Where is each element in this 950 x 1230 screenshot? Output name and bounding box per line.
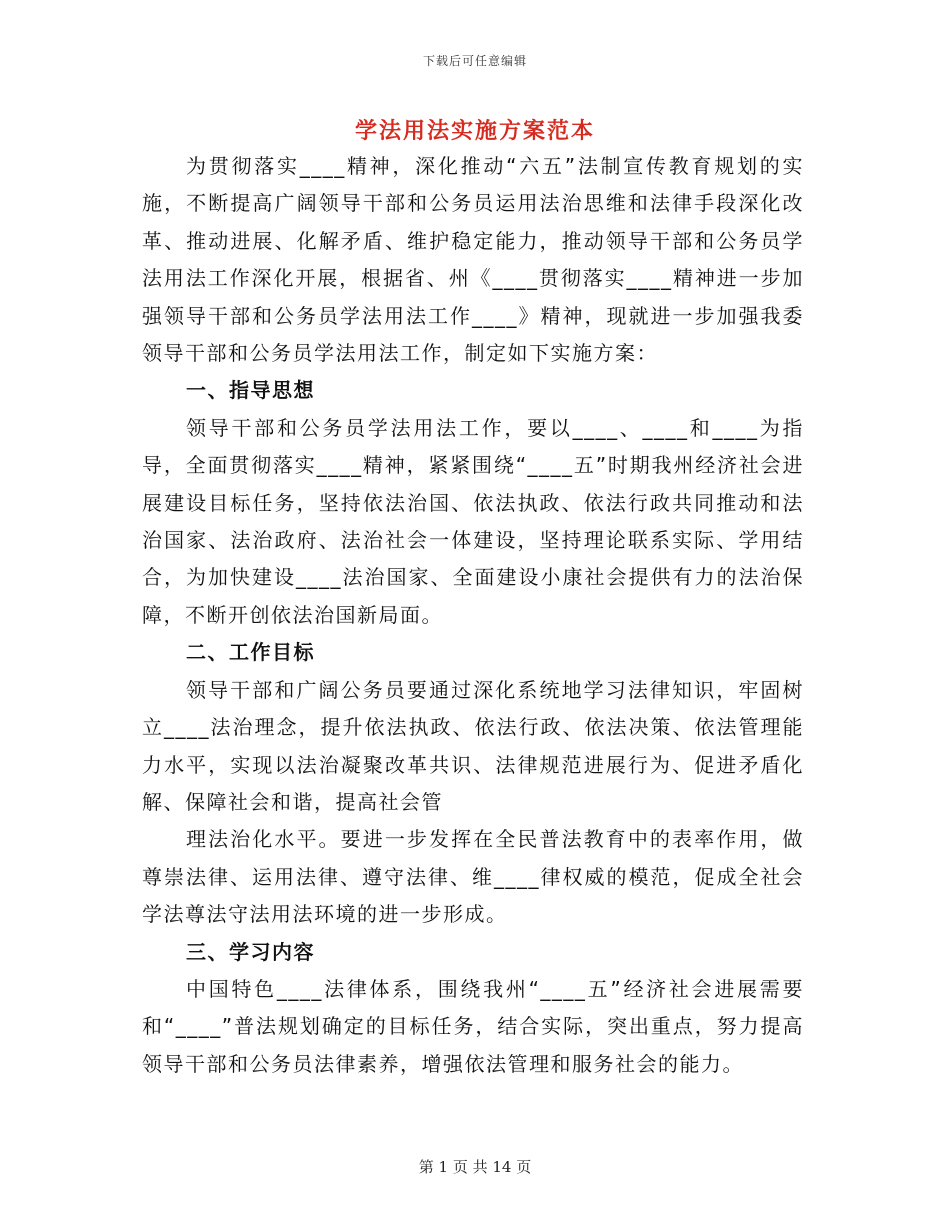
document-title: 学法用法实施方案范本 — [354, 119, 595, 144]
study-content-paragraph: 中国特色____法律体系，围绕我州“____五”经济社会进展需要和“____”普法规划确定的目标任务，结合实际，突出重点，努力提高领导干部和公务员法律素养，增强依法管理和服务社会的能力。 — [142, 976, 804, 1076]
section-heading-study-content: 三、学习内容 — [186, 939, 315, 964]
section-heading-work-goals: 二、工作目标 — [186, 640, 315, 665]
page-footer: 第 1 页 共 14 页 — [418, 1158, 532, 1176]
document-body — [142, 148, 804, 1083]
work-goals-paragraph: 领导干部和广阔公务员要通过深化系统地学习法律知识，牢固树立____法治理念，提升依法执政、依法行政、依法决策、依法管理能力水平，实现以法治凝聚改革共识、法律规范进展行为、促进矛盾化解、保障社会和谐，提高社会管 — [142, 677, 804, 814]
intro-paragraph: 为贯彻落实____精神，深化推动“六五”法制宣传教育规划的实施，不断提高广阔领导干部和公务员运用法治思维和法律手段深化改革、推动进展、化解矛盾、维护稳定能力，推动领导干部和公务员学法用法工作深化开展，根据省、州《____贯彻落实____精神进一步加强领导干部和公务员学法用法工作____》精神，现就进一步加强我委领导干部和公务员学法用法工作，制定如下实施方案： — [142, 154, 804, 366]
guiding-thought-paragraph: 领导干部和公务员学法用法工作，要以____、____和____为指导，全面贯彻落实____精神，紧紧围绕“____五”时期我州经济社会进展建设目标任务，坚持依法治国、依法执政、依法行政共同推动和法治国家、法治政府、法治社会一体建设，坚持理论联系实际、学用结合，为加快建设____法治国家、全面建设小康社会提供有力的法治保障，不断开创依法治国新局面。 — [142, 415, 804, 627]
work-goals-paragraph-continued: 理法治化水平。要进一步发挥在全民普法教育中的表率作用，做尊崇法律、运用法律、遵守法律、维____律权威的模范，促成全社会学法尊法守法用法环境的进一步形成。 — [142, 827, 804, 927]
section-heading-guiding-thought: 一、指导思想 — [186, 378, 315, 403]
header-note: 下载后可任意编辑 — [422, 54, 527, 68]
